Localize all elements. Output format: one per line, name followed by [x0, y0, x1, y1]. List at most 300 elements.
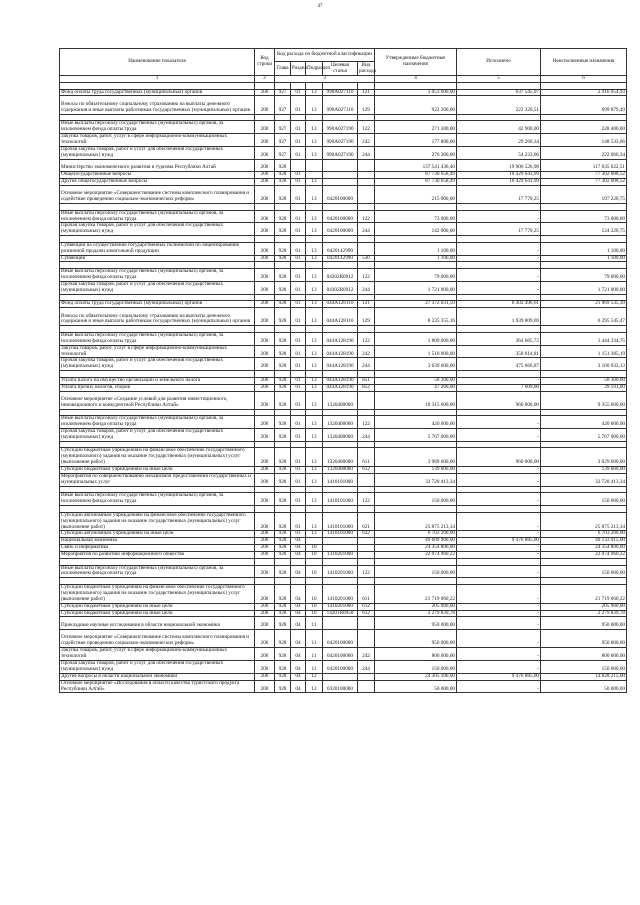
row-executed: -: [457, 467, 541, 474]
row-target-article: 1320400000: [323, 416, 358, 429]
row-name: Иные выплаты персоналу государственных (муниципальных) органов, за исключением фонда оплаты труда: [60, 332, 255, 345]
row-executed: -: [457, 474, 541, 487]
row-section: 01: [291, 493, 306, 506]
row-section: 04: [291, 584, 306, 603]
row-subsection: 13: [306, 178, 323, 185]
row-subsection: 13: [306, 384, 323, 391]
row-name: Прочая закупка товаров, работ и услуг для обеспечения государственных (муниципальных) нужд: [60, 660, 255, 673]
row-target-article: 0320100000: [323, 680, 358, 693]
row-expense-type: 622: [358, 531, 375, 538]
row-unexecuted: 73 000,00: [541, 210, 627, 223]
row-name: Субсидии бюджетным учреждениям на финансовое обеспечение государственного (муниципального) задания на оказание государственных (муниципальных) услуг (выполнение работ): [60, 584, 255, 603]
row-approved: 139 000,00: [375, 467, 457, 474]
row-chapter: 928: [275, 332, 291, 345]
row-section: 01: [291, 172, 306, 179]
row-chapter: 928: [275, 223, 291, 236]
row-expense-type: 611: [358, 584, 375, 603]
row-chapter: 928: [275, 474, 291, 487]
row-unexecuted: 950 000,00: [541, 617, 627, 629]
row-executed: -: [457, 660, 541, 673]
row-name: Закупка товаров, работ, услуг в сфере информационно-коммуникационных технологий: [60, 134, 255, 147]
row-line-code: 200: [255, 146, 275, 159]
row-target-article: 1320400000: [323, 391, 358, 409]
row-subsection: 13: [306, 281, 323, 294]
header-name: Наименование показателя: [60, 49, 255, 76]
row-approved: 87 730 658,49: [375, 172, 457, 179]
row-subsection: 10: [306, 552, 323, 559]
row-executed: -: [457, 512, 541, 531]
row-subsection: 13: [306, 448, 323, 467]
row-executed: 960 000,00: [457, 448, 541, 467]
row-approved: 215 000,00: [375, 185, 457, 203]
table-row: [60, 531, 627, 538]
row-chapter: 928: [275, 629, 291, 647]
row-chapter: 927: [275, 96, 291, 114]
row-unexecuted: 21 719 060,22: [541, 584, 627, 603]
row-unexecuted: 21 069 535,39: [541, 301, 627, 308]
header-subsection: Подраздел: [306, 62, 323, 76]
row-approved: 150 000,00: [375, 565, 457, 578]
row-unexecuted: 40 133 015,00: [541, 538, 627, 545]
row-approved: 27 372 031,59: [375, 301, 457, 308]
row-target-article: 990А027110: [323, 89, 358, 96]
row-executed: -: [457, 268, 541, 281]
row-approved: 420 000,00: [375, 416, 457, 429]
row-line-code: 200: [255, 172, 275, 179]
table-row: [60, 146, 627, 159]
row-section: 01: [291, 474, 306, 487]
row-executed: 358 614,81: [457, 345, 541, 358]
row-section: 01: [291, 358, 306, 371]
row-approved: 177 800,00: [375, 134, 457, 147]
row-chapter: 928: [275, 416, 291, 429]
row-target-article: 1410101000: [323, 512, 358, 531]
row-subsection: 10: [306, 545, 323, 552]
table-row: [60, 268, 627, 281]
row-target-article: 0420100000: [323, 185, 358, 203]
row-expense-type: [358, 538, 375, 545]
row-approved: 142 000,00: [375, 223, 457, 236]
row-chapter: 928: [275, 584, 291, 603]
row-expense-type: 122: [358, 210, 375, 223]
row-unexecuted: 1 100,00: [541, 255, 627, 262]
row-line-code: 200: [255, 268, 275, 281]
row-name: Субсидии бюджетным учреждениям на иные цели: [60, 603, 255, 610]
row-approved: 205 900,00: [375, 603, 457, 610]
row-approved: 276 300,00: [375, 146, 457, 159]
row-section: 04: [291, 565, 306, 578]
row-unexecuted: 32 728 413,34: [541, 474, 627, 487]
row-chapter: 928: [275, 159, 291, 171]
table-row: [60, 159, 627, 171]
row-expense-type: 621: [358, 512, 375, 531]
row-executed: 9 476 885,00: [457, 538, 541, 545]
row-expense-type: 121: [358, 89, 375, 96]
row-expense-type: 611: [358, 448, 375, 467]
row-approved: 5 767 000,00: [375, 429, 457, 442]
row-approved: 10 315 600,00: [375, 391, 457, 409]
table-row: [60, 281, 627, 294]
row-name: Субвенции: [60, 255, 255, 262]
row-name: Мероприятия по развитию информационного общества: [60, 552, 255, 559]
row-line-code: 200: [255, 121, 275, 134]
row-expense-type: 852: [358, 384, 375, 391]
row-approved: 24 354 800,00: [375, 545, 457, 552]
row-approved: 50 000,00: [375, 680, 457, 693]
row-chapter: 928: [275, 552, 291, 559]
row-name: Прочая закупка товаров, работ и услуг для обеспечения государственных (муниципальных) нужд: [60, 223, 255, 236]
row-name: Национальная экономика: [60, 538, 255, 545]
row-subsection: 13: [306, 89, 323, 96]
row-line-code: 200: [255, 603, 275, 610]
row-name: Иные выплаты персоналу государственных (муниципальных) органов, за исключением фонда оплаты труда: [60, 416, 255, 429]
row-expense-type: 244: [358, 358, 375, 371]
row-line-code: 200: [255, 255, 275, 262]
row-chapter: 928: [275, 538, 291, 545]
row-expense-type: 129: [358, 308, 375, 326]
table-row: [60, 301, 627, 308]
row-target-article: 990А027190: [323, 134, 358, 147]
table-row: [60, 565, 627, 578]
row-line-code: 200: [255, 429, 275, 442]
row-section: 01: [291, 178, 306, 185]
row-executed: 19 906 526,98: [457, 159, 541, 171]
row-section: 04: [291, 617, 306, 629]
row-line-code: 200: [255, 308, 275, 326]
row-chapter: 928: [275, 377, 291, 384]
table-row: [60, 416, 627, 429]
row-expense-type: [358, 680, 375, 693]
row-line-code: 200: [255, 242, 275, 255]
row-name: Иные выплаты персоналу государственных (муниципальных) органов, за исключением фонда оплаты труда: [60, 210, 255, 223]
row-target-article: 1320400000: [323, 429, 358, 442]
row-unexecuted: 77 302 008,52: [541, 178, 627, 185]
row-line-code: 200: [255, 384, 275, 391]
col-index: 2: [255, 76, 275, 83]
row-section: 01: [291, 255, 306, 262]
row-chapter: 927: [275, 89, 291, 96]
row-unexecuted: 22 074 960,22: [541, 552, 627, 559]
row-line-code: 200: [255, 680, 275, 693]
row-unexecuted: 24 354 800,00: [541, 545, 627, 552]
row-section: 01: [291, 345, 306, 358]
row-section: 04: [291, 660, 306, 673]
row-chapter: 928: [275, 345, 291, 358]
row-expense-type: [358, 178, 375, 185]
row-section: 01: [291, 210, 306, 223]
row-line-code: 200: [255, 565, 275, 578]
row-line-code: 200: [255, 673, 275, 680]
row-unexecuted: 9 355 600,00: [541, 391, 627, 409]
table-row: [60, 512, 627, 531]
row-unexecuted: 150 000,00: [541, 565, 627, 578]
row-subsection: 13: [306, 242, 323, 255]
row-line-code: 200: [255, 96, 275, 114]
row-approved: 2 279 839,78: [375, 610, 457, 617]
table-row: [60, 629, 627, 647]
row-section: 01: [291, 416, 306, 429]
row-target-article: 990А027110: [323, 96, 358, 114]
row-line-code: 200: [255, 545, 275, 552]
table-row: [60, 134, 627, 147]
row-executed: -: [457, 565, 541, 578]
row-executed: -: [457, 210, 541, 223]
row-section: 01: [291, 377, 306, 384]
row-name: Уплата прочих налогов, сборов: [60, 384, 255, 391]
row-name: Прочая закупка товаров, работ и услуг для обеспечения государственных (муниципальных) нужд: [60, 281, 255, 294]
row-section: 01: [291, 134, 306, 147]
row-section: 01: [291, 96, 306, 114]
row-name: Субсидии бюджетным учреждениям на иные цели: [60, 610, 255, 617]
row-subsection: 13: [306, 429, 323, 442]
row-chapter: 927: [275, 134, 291, 147]
row-target-article: 1410201000: [323, 565, 358, 578]
row-expense-type: 612: [358, 610, 375, 617]
row-target-article: 1320400000: [323, 448, 358, 467]
row-expense-type: 612: [358, 603, 375, 610]
table-row: [60, 680, 627, 693]
row-chapter: 928: [275, 448, 291, 467]
row-name: Субсидии автономным учреждениям на иные цели: [60, 531, 255, 538]
row-target-article: 0420100000: [323, 223, 358, 236]
row-approved: 58 300,00: [375, 377, 457, 384]
row-line-code: 200: [255, 281, 275, 294]
row-approved: 87 730 658,49: [375, 178, 457, 185]
row-unexecuted: 14 828 215,00: [541, 673, 627, 680]
row-expense-type: 244: [358, 281, 375, 294]
row-expense-type: 851: [358, 377, 375, 384]
row-chapter: 928: [275, 384, 291, 391]
table-header: [60, 49, 627, 83]
row-name: Мероприятия по совершенствованию механизмов предоставления государственных и муниципальных услуг: [60, 474, 255, 487]
row-executed: -: [457, 617, 541, 629]
table-row: [60, 660, 627, 673]
row-approved: 49 609 900,00: [375, 538, 457, 545]
row-target-article: 1410201000: [323, 584, 358, 603]
row-subsection: 10: [306, 584, 323, 603]
table-row: [60, 242, 627, 255]
row-executed: 637 545,07: [457, 89, 541, 96]
row-line-code: 200: [255, 159, 275, 171]
row-executed: 364 665,72: [457, 332, 541, 345]
row-expense-type: 129: [358, 96, 375, 114]
row-executed: -: [457, 531, 541, 538]
row-unexecuted: 1 444 334,75: [541, 332, 627, 345]
row-section: 01: [291, 89, 306, 96]
row-section: 04: [291, 538, 306, 545]
row-expense-type: [358, 242, 375, 255]
row-executed: -: [457, 584, 541, 603]
row-approved: 271 300,00: [375, 121, 457, 134]
row-approved: 79 000,00: [375, 268, 457, 281]
row-name: Фонд оплаты труда государственных (муниципальных) органов: [60, 301, 255, 308]
row-executed: 1 939 809,69: [457, 308, 541, 326]
table-row: [60, 429, 627, 442]
table-row: [60, 493, 627, 506]
row-chapter: 928: [275, 210, 291, 223]
row-target-article: 14201R0950: [323, 610, 358, 617]
row-expense-type: [358, 474, 375, 487]
col-index: 4: [375, 76, 457, 83]
row-chapter: 928: [275, 610, 291, 617]
row-chapter: 928: [275, 673, 291, 680]
table-row: [60, 96, 627, 114]
table-row: [60, 448, 627, 467]
row-section: 01: [291, 281, 306, 294]
row-subsection: 13: [306, 121, 323, 134]
row-target-article: 1410101000: [323, 474, 358, 487]
table-row: [60, 603, 627, 610]
row-target-article: 04302R0912: [323, 281, 358, 294]
row-expense-type: [358, 391, 375, 409]
row-executed: -: [457, 680, 541, 693]
row-executed: -: [457, 629, 541, 647]
row-subsection: 13: [306, 345, 323, 358]
table-row: [60, 255, 627, 262]
row-name: Основное мероприятие «Исследования в области качества туристского продукта Республики Алтай»: [60, 680, 255, 693]
row-chapter: 928: [275, 268, 291, 281]
row-chapter: 928: [275, 467, 291, 474]
row-approved: 1 721 000,00: [375, 281, 457, 294]
row-executed: -: [457, 610, 541, 617]
header-line-code: Код строки: [255, 49, 275, 76]
row-approved: 950 000,00: [375, 617, 457, 629]
row-name: Прочая закупка товаров, работ и услуг для обеспечения государственных (муниципальных) нужд: [60, 429, 255, 442]
row-unexecuted: 2 416 054,93: [541, 89, 627, 96]
row-executed: 7 609,00: [457, 384, 541, 391]
row-line-code: 200: [255, 210, 275, 223]
row-name: Субвенции на осуществление государственных полномочий по лицензированию розничной продажи алкогольной продукции: [60, 242, 255, 255]
row-section: 01: [291, 332, 306, 345]
row-unexecuted: 39 591,00: [541, 384, 627, 391]
row-unexecuted: 5 767 000,00: [541, 429, 627, 442]
row-name: Иные выплаты персоналу государственных (муниципальных) органов, за исключением фонда оплаты труда: [60, 493, 255, 506]
row-section: 01: [291, 448, 306, 467]
table-row: [60, 474, 627, 487]
row-executed: -: [457, 603, 541, 610]
row-line-code: 200: [255, 629, 275, 647]
row-subsection: 11: [306, 648, 323, 661]
row-line-code: 200: [255, 512, 275, 531]
row-target-article: 1410101000: [323, 493, 358, 506]
row-executed: 9 476 885,00: [457, 673, 541, 680]
row-subsection: 13: [306, 134, 323, 147]
row-executed: 54 233,66: [457, 146, 541, 159]
row-subsection: 11: [306, 660, 323, 673]
row-name: Закупка товаров, работ, услуг в сфере информационно-коммуникационных технологий: [60, 345, 255, 358]
row-section: 01: [291, 531, 306, 538]
row-approved: 1 510 000,00: [375, 345, 457, 358]
row-approved: 950 000,00: [375, 629, 457, 647]
row-name: Субсидии бюджетным учреждениям на финансовое обеспечение государственного (муниципального) задания на оказание государственных (муниципальных) услуг (выполнение работ): [60, 448, 255, 467]
row-expense-type: 530: [358, 255, 375, 262]
row-name: Общегосударственные вопросы: [60, 172, 255, 179]
row-chapter: 928: [275, 603, 291, 610]
row-line-code: 200: [255, 223, 275, 236]
header-classification: Код расхода по бюджетной классификации: [275, 49, 375, 62]
row-unexecuted: 148 533,66: [541, 134, 627, 147]
row-chapter: 928: [275, 660, 291, 673]
row-name: Взносы по обязательному социальному страхованию на выплаты денежного содержания и иные выплаты работникам государственных (муниципальных) органов: [60, 308, 255, 326]
row-expense-type: 242: [358, 345, 375, 358]
table-row: [60, 358, 627, 371]
header-chapter: Глава: [275, 62, 291, 76]
table-row: [60, 552, 627, 559]
row-target-article: 044А128110: [323, 301, 358, 308]
row-unexecuted: 124 220,75: [541, 223, 627, 236]
row-name: Другие общегосударственные вопросы: [60, 178, 255, 185]
row-subsection: 13: [306, 268, 323, 281]
row-chapter: 928: [275, 391, 291, 409]
row-approved: 150 000,00: [375, 660, 457, 673]
row-subsection: 10: [306, 610, 323, 617]
row-chapter: 928: [275, 512, 291, 531]
row-unexecuted: 205 900,00: [541, 603, 627, 610]
row-subsection: 13: [306, 493, 323, 506]
row-target-article: 1320400000: [323, 467, 358, 474]
table-row: [60, 332, 627, 345]
row-approved: 1 100,00: [375, 255, 457, 262]
row-executed: 10 429 641,99: [457, 172, 541, 179]
row-subsection: 13: [306, 467, 323, 474]
row-subsection: 13: [306, 512, 323, 531]
header-unexecuted: Неисполненные назначения: [541, 49, 627, 76]
row-target-article: 044А128190: [323, 332, 358, 345]
row-expense-type: [358, 673, 375, 680]
row-name: Министерство экономического развития и туризма Республики Алтай: [60, 159, 255, 171]
row-name: Иные выплаты персоналу государственных (муниципальных) органов, за исключением фонда оплаты труда: [60, 268, 255, 281]
row-executed: -: [457, 377, 541, 384]
row-target-article: 0420100000: [323, 648, 358, 661]
row-subsection: 10: [306, 565, 323, 578]
row-executed: -: [457, 493, 541, 506]
row-unexecuted: 25 875 213,34: [541, 512, 627, 531]
row-chapter: 928: [275, 255, 291, 262]
row-unexecuted: 2 279 839,78: [541, 610, 627, 617]
row-chapter: 928: [275, 531, 291, 538]
row-section: 04: [291, 648, 306, 661]
row-chapter: 928: [275, 493, 291, 506]
row-name: Иные выплаты персоналу государственных (муниципальных) органов, за исключением фонда оплаты труда: [60, 565, 255, 578]
row-target-article: 0420142990: [323, 255, 358, 262]
row-unexecuted: 150 000,00: [541, 660, 627, 673]
table-row: [60, 584, 627, 603]
row-subsection: 12: [306, 673, 323, 680]
row-target-article: 0420100000: [323, 629, 358, 647]
table-row: [60, 308, 627, 326]
row-unexecuted: 800 000,00: [541, 648, 627, 661]
row-section: [291, 159, 306, 171]
row-executed: -: [457, 281, 541, 294]
row-unexecuted: 228 400,00: [541, 121, 627, 134]
row-expense-type: 244: [358, 223, 375, 236]
row-subsection: 13: [306, 255, 323, 262]
row-approved: 73 000,00: [375, 210, 457, 223]
row-unexecuted: 3 029 600,00: [541, 448, 627, 467]
row-unexecuted: 6 703 200,00: [541, 531, 627, 538]
row-name: Уплата налога на имущество организаций и земельного налога: [60, 377, 255, 384]
row-subsection: 13: [306, 146, 323, 159]
row-name: Прикладные научные исследования в области национальной экономики: [60, 617, 255, 629]
row-name: Взносы по обязательному социальному страхованию на выплаты денежного содержания и иные выплаты работникам государственных (муниципальных) органов: [60, 96, 255, 114]
row-subsection: 13: [306, 308, 323, 326]
table-row: [60, 185, 627, 203]
row-unexecuted: 58 300,00: [541, 377, 627, 384]
row-name: Закупка товаров, работ, услуг в сфере информационно-коммуникационных технологий: [60, 648, 255, 661]
row-target-article: [323, 617, 358, 629]
row-expense-type: [358, 629, 375, 647]
row-subsection: 13: [306, 332, 323, 345]
